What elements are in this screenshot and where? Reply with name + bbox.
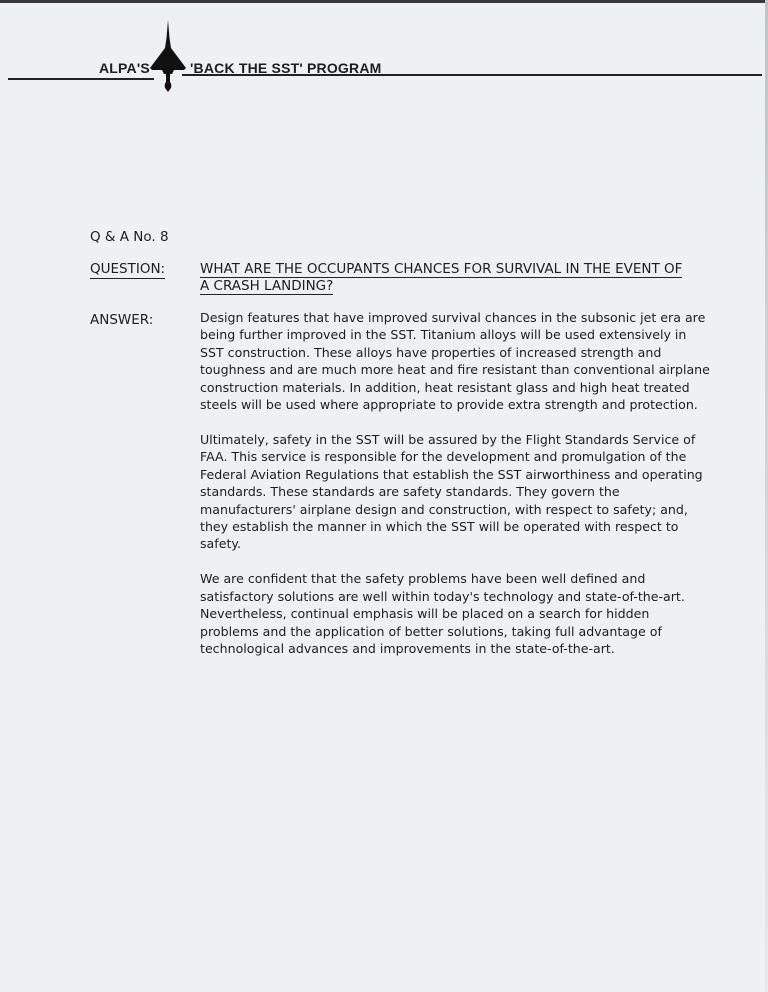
answer-paragraph: Ultimately, safety in the SST will be assured by the Flight Standards Service of FAA. This service is responsible for the development and promulgation of the Federal Aviation Regulations that establish the SST airworthiness and operating standards. These standards are safety standards. They govern the manufacturers' airplane design and construction, with respect to safety; and, they establish the manner in which the SST will be operated with respect to safety. (200, 431, 703, 552)
question-text (200, 261, 710, 295)
answer-label: ANSWER: (90, 312, 154, 328)
answer-body (200, 309, 710, 675)
answer-paragraph: We are confident that the safety problems have been well defined and satisfactory solutions are well within today's technology and state-of-the-art. Nevertheless, continual emphasis will be placed on a search for hidden problems and the application of better solutions, taking full advantage of technological advances and improvements in the state-of-the-art. (200, 571, 685, 656)
sst-airplane-icon (148, 20, 188, 92)
header-program-title: 'BACK THE SST' PROGRAM (190, 60, 382, 76)
question-line: WHAT ARE THE OCCUPANTS CHANCES FOR SURVIVAL IN THE EVENT OF (200, 261, 683, 277)
qa-number: Q & A No. 8 (90, 229, 169, 245)
answer-paragraph: Design features that have improved survival chances in the subsonic jet era are being further improved in the SST. Titanium alloys will be used extensively in SST construction. These alloys have properties of increased strength and toughness and are much more heat and fire resistant than conventional airplane construction materials. In addition, heat resistant glass and high heat treated steels will be used where appropriate to provide extra strength and protection. (200, 310, 710, 413)
header-rule-left (8, 78, 154, 80)
scan-top-edge (0, 0, 768, 3)
header-alpa: ALPA'S (99, 60, 150, 76)
question-label: QUESTION: (90, 261, 166, 277)
question-line: A CRASH LANDING? (200, 278, 334, 294)
